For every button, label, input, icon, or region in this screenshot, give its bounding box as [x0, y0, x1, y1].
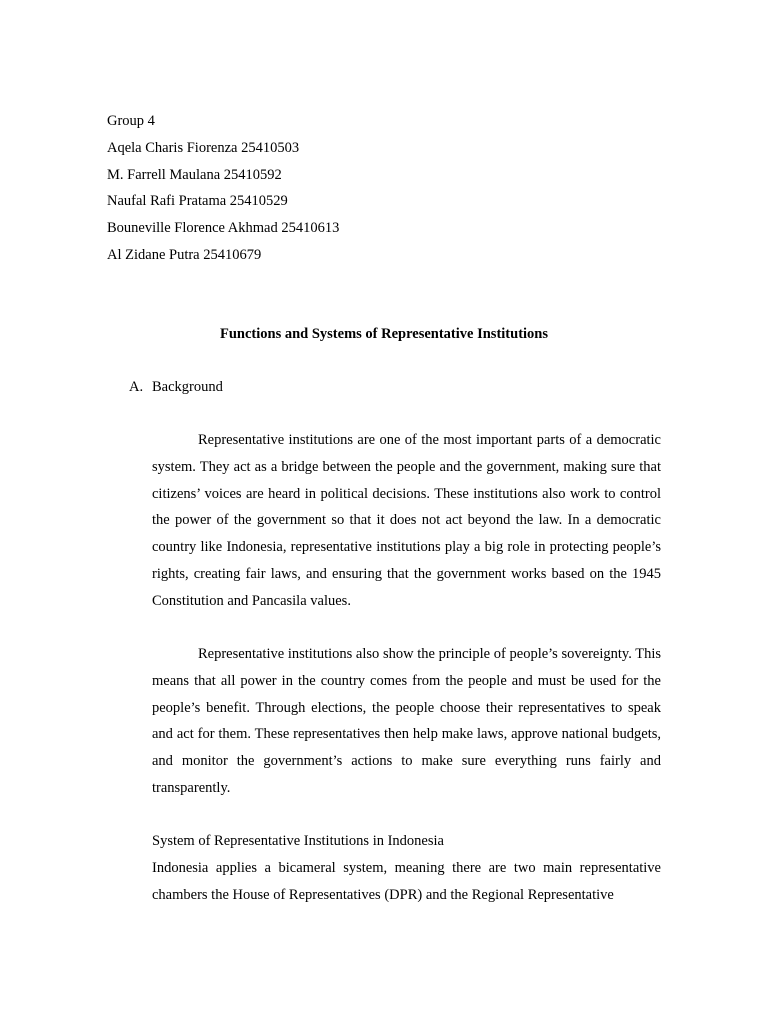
- body-paragraph: Representative institutions also show the principle of people’s sovereignty. This means that all power in the country comes from the people and must be used for the people’s benefit. Through elections, the people choose their representatives to speak and act for them. These representatives then help make laws, approve national budgets, and monitor the government’s actions to make sure everything runs fairly and transparently.: [152, 646, 661, 796]
- subsection-heading: System of Representative Institutions in Indonesia: [152, 833, 444, 849]
- section-heading: [129, 375, 223, 399]
- section-marker: A.: [129, 379, 144, 395]
- member-line: M. Farrell Maulana 25410592: [107, 166, 282, 183]
- member-line: Aqela Charis Fiorenza 25410503: [107, 139, 300, 156]
- body-paragraph: Representative institutions are one of the most important parts of a democratic system. They act as a bridge between the people and the government, making sure that citizens’ voices are heard in political decisions. These institutions also work to control the power of the government so that it does not act beyond the law. In a democratic country like Indonesia, representative institutions play a big role in protecting people’s rights, creating fair laws, and ensuring that the government works based on the 1945 Constitution and Pancasila values.: [152, 432, 661, 609]
- document-title: Functions and Systems of Representative Institutions: [219, 326, 549, 342]
- body-paragraph: Indonesia applies a bicameral system, meaning there are two main representative chambers the House of Representatives (DPR) and the Regional Representative: [152, 860, 661, 903]
- member-line: Naufal Rafi Pratama 25410529: [107, 193, 288, 210]
- member-line: Bouneville Florence Akhmad 25410613: [107, 220, 340, 237]
- group-label: Group 4: [107, 113, 155, 129]
- member-line: Al Zidane Putra 25410679: [107, 246, 262, 263]
- section-label: Background: [152, 379, 223, 395]
- group-member-list: [107, 108, 667, 269]
